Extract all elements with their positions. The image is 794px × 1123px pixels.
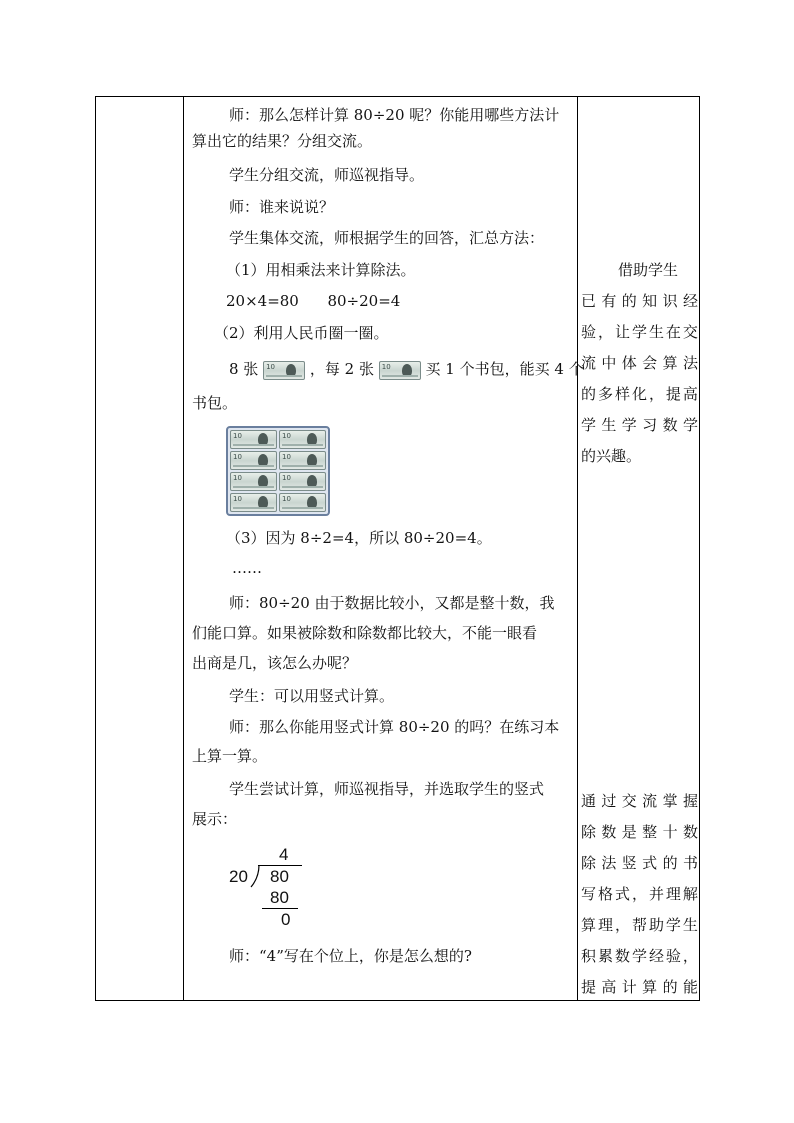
text-line-5: 学生集体交流，师根据学生的回答，汇总方法：	[229, 229, 545, 247]
note-1-line-6: 学 生 学 习 数 学	[581, 416, 698, 434]
division-bar	[258, 865, 302, 866]
division-remainder: 0	[281, 910, 291, 929]
money-sentence-part-2: ，每 2 张	[309, 360, 374, 378]
text-line-16: 上算一算。	[192, 747, 268, 765]
column-divider-right	[577, 97, 578, 1000]
banknote-group-image	[226, 426, 330, 516]
note-2-line-1: 通 过 交 流 掌 握	[581, 792, 698, 810]
banknote-icon: 10	[263, 361, 305, 380]
text-line-17: 学生尝试计算，师巡视指导，并选取学生的竖式	[229, 780, 545, 798]
division-quotient: 4	[279, 845, 289, 864]
note-1-line-5: 的 多 样 化 ， 提 高	[581, 385, 698, 403]
note-2-line-2: 除 数 是 整 十 数	[581, 823, 698, 841]
note-1-line-2: 已 有 的 知 识 经	[581, 292, 698, 310]
text-line-13: 出商是几，该怎么办呢？	[192, 654, 358, 672]
money-sentence-end: 书包。	[192, 394, 238, 412]
text-line-11: 师：80÷20 由于数据比较小，又都是整十数，我	[229, 594, 555, 612]
note-2-line-6: 积 累 数 学 经 验 ，	[581, 947, 698, 965]
banknote-icon: 10	[279, 451, 326, 470]
banknote-icon: 10	[279, 493, 326, 512]
text-line-4: 师：谁来说说？	[229, 198, 335, 216]
text-line-12: 们能口算。如果被除数和除数都比较大，不能一眼看	[192, 624, 538, 642]
text-line-18: 展示：	[192, 810, 238, 828]
note-1-line-3: 验 ， 让 学 生 在 交	[581, 323, 698, 341]
text-line-3: 学生分组交流，师巡视指导。	[229, 166, 425, 184]
note-1-line-7: 的兴趣。	[581, 447, 642, 465]
text-line-2: 算出它的结果？分组交流。	[192, 132, 373, 150]
note-1-line-1: 借助学生	[618, 261, 679, 279]
division-divisor: 20	[229, 867, 248, 886]
division-dividend: 80	[270, 867, 289, 886]
banknote-icon: 10	[279, 430, 326, 449]
note-2-line-4: 写 格 式 ， 并 理 解	[581, 885, 698, 903]
division-bracket	[250, 864, 262, 888]
banknote-icon: 10	[230, 472, 277, 491]
column-divider-left	[183, 97, 184, 1000]
note-2-line-5: 算 理 ， 帮 助 学 生	[581, 916, 698, 934]
money-sentence	[229, 359, 584, 380]
text-line-10: ……	[232, 559, 262, 577]
note-1-line-4: 流 中 体 会 算 法	[581, 354, 698, 372]
division-subtract-line	[262, 908, 298, 909]
banknote-icon: 10	[230, 451, 277, 470]
text-line-7: 20×4=80 80÷20=4	[226, 292, 401, 310]
money-sentence-part-3: 买 1 个书包，能买 4 个	[425, 360, 584, 378]
text-line-1: 师：那么怎样计算 80÷20 呢？你能用哪些方法计	[229, 106, 560, 124]
banknote-icon: 10	[230, 493, 277, 512]
division-product: 80	[270, 888, 289, 907]
text-line-8: （2）利用人民币圈一圈。	[214, 324, 389, 342]
text-line-6: （1）用相乘法来计算除法。	[226, 261, 416, 279]
banknote-icon: 10	[230, 430, 277, 449]
text-line-14: 学生：可以用竖式计算。	[229, 687, 395, 705]
note-2-line-7: 提 高 计 算 的 能	[581, 978, 698, 996]
banknote-icon: 10	[379, 361, 421, 380]
banknote-icon: 10	[279, 472, 326, 491]
text-line-19: 师：“4”写在个位上，你是怎么想的?	[229, 947, 472, 965]
text-line-15: 师：那么你能用竖式计算 80÷20 的吗？在练习本	[229, 718, 560, 736]
text-line-9: （3）因为 8÷2=4，所以 80÷20=4。	[226, 529, 492, 547]
money-sentence-part-1: 8 张	[229, 360, 259, 378]
note-2-line-3: 除 法 竖 式 的 书	[581, 854, 698, 872]
